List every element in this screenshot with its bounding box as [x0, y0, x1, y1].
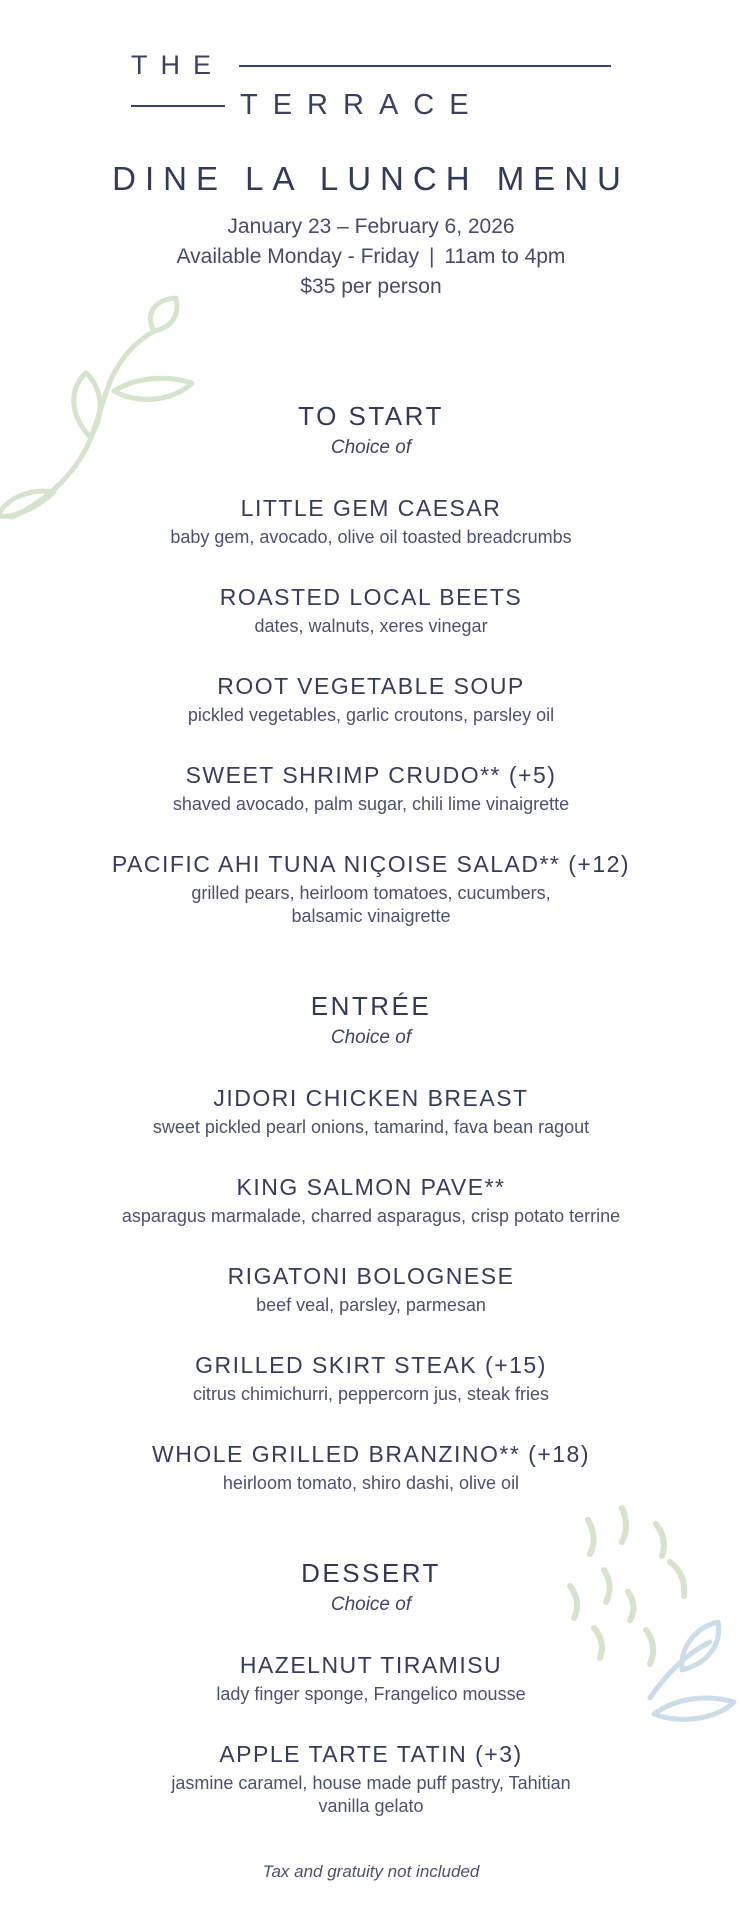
menu-item — [0, 1262, 742, 1317]
menu-info — [0, 212, 742, 302]
menu-item — [0, 1740, 742, 1818]
menu-item — [0, 1084, 742, 1139]
availability-separator: | — [428, 245, 435, 268]
section-title: ENTRÉE — [310, 991, 432, 1021]
logo-rule-top — [239, 65, 611, 67]
section-title: DESSERT — [301, 1558, 441, 1588]
page-title: DINE LA LUNCH MENU — [112, 160, 630, 197]
menu-item — [0, 494, 742, 549]
menu-item-name: WHOLE GRILLED BRANZINO** (+18) — [151, 1441, 590, 1467]
menu-item — [0, 1351, 742, 1406]
menu-item — [0, 1651, 742, 1706]
menu-item — [0, 583, 742, 638]
menu-item-description: pickled vegetables, garlic croutons, parsley oil — [187, 705, 555, 725]
menu-item-name: KING SALMON PAVE** — [236, 1174, 506, 1200]
price-per-person: $35 per person — [300, 275, 442, 298]
menu-item-name: LITTLE GEM CAESAR — [240, 495, 502, 521]
choice-of-label: Choice of — [330, 437, 412, 458]
menu-item-description: sweet pickled pearl onions, tamarind, fava bean ragout — [152, 1117, 590, 1137]
menu-item-description: asparagus marmalade, charred asparagus, crisp potato terrine — [121, 1206, 621, 1226]
menu-item-description: baby gem, avocado, olive oil toasted breadcrumbs — [170, 527, 572, 547]
choice-of-label: Choice of — [330, 1027, 412, 1048]
availability — [0, 242, 742, 272]
menu-item-description: lady finger sponge, Frangelico mousse — [216, 1684, 526, 1704]
section-title: TO START — [298, 401, 444, 431]
logo-rule-bottom — [131, 105, 225, 107]
tax-gratuity-note: Tax and gratuity not included — [262, 1862, 480, 1881]
menu-item-name: ROASTED LOCAL BEETS — [219, 584, 523, 610]
menu-item-description: dates, walnuts, xeres vinegar — [254, 616, 488, 636]
menu-item-name: RIGATONI BOLOGNESE — [227, 1263, 515, 1289]
availability-hours: 11am to 4pm — [444, 245, 566, 268]
menu-item — [0, 672, 742, 727]
menu-item — [0, 850, 742, 928]
menu-item — [0, 1173, 742, 1228]
menu-item-name: JIDORI CHICKEN BREAST — [213, 1085, 529, 1111]
section-to-start — [0, 400, 742, 928]
section-entree — [0, 990, 742, 1495]
date-range: January 23 – February 6, 2026 — [227, 215, 515, 238]
section-dessert — [0, 1557, 742, 1818]
menu-item-description: grilled pears, heirloom tomatoes, cucumbers, balsamic vinaigrette — [191, 883, 551, 926]
menu-item — [0, 761, 742, 816]
menu-item — [0, 1440, 742, 1495]
logo-word-terrace: TERRACE — [240, 89, 484, 121]
menu-item-description: jasmine caramel, house made puff pastry, Tahitian vanilla gelato — [171, 1773, 571, 1816]
menu-item-name: GRILLED SKIRT STEAK (+15) — [195, 1352, 547, 1378]
choice-of-label: Choice of — [330, 1594, 412, 1615]
menu-item-description: heirloom tomato, shiro dashi, olive oil — [222, 1473, 520, 1493]
menu-item-description: citrus chimichurri, peppercorn jus, steak fries — [192, 1384, 550, 1404]
menu-item-name: PACIFIC AHI TUNA NIÇOISE SALAD** (+12) — [111, 851, 631, 877]
restaurant-logo — [131, 50, 611, 122]
menu-item-name: SWEET SHRIMP CRUDO** (+5) — [185, 762, 557, 788]
menu-item-description: beef veal, parsley, parmesan — [256, 1295, 486, 1315]
menu-item-name: ROOT VEGETABLE SOUP — [217, 673, 525, 699]
logo-word-the: THE — [131, 50, 224, 80]
menu-item-name: HAZELNUT TIRAMISU — [239, 1652, 503, 1678]
availability-days: Available Monday - Friday — [176, 245, 419, 268]
menu-item-description: shaved avocado, palm sugar, chili lime vinaigrette — [172, 794, 570, 814]
menu-item-name: APPLE TARTE TATIN (+3) — [219, 1741, 523, 1767]
